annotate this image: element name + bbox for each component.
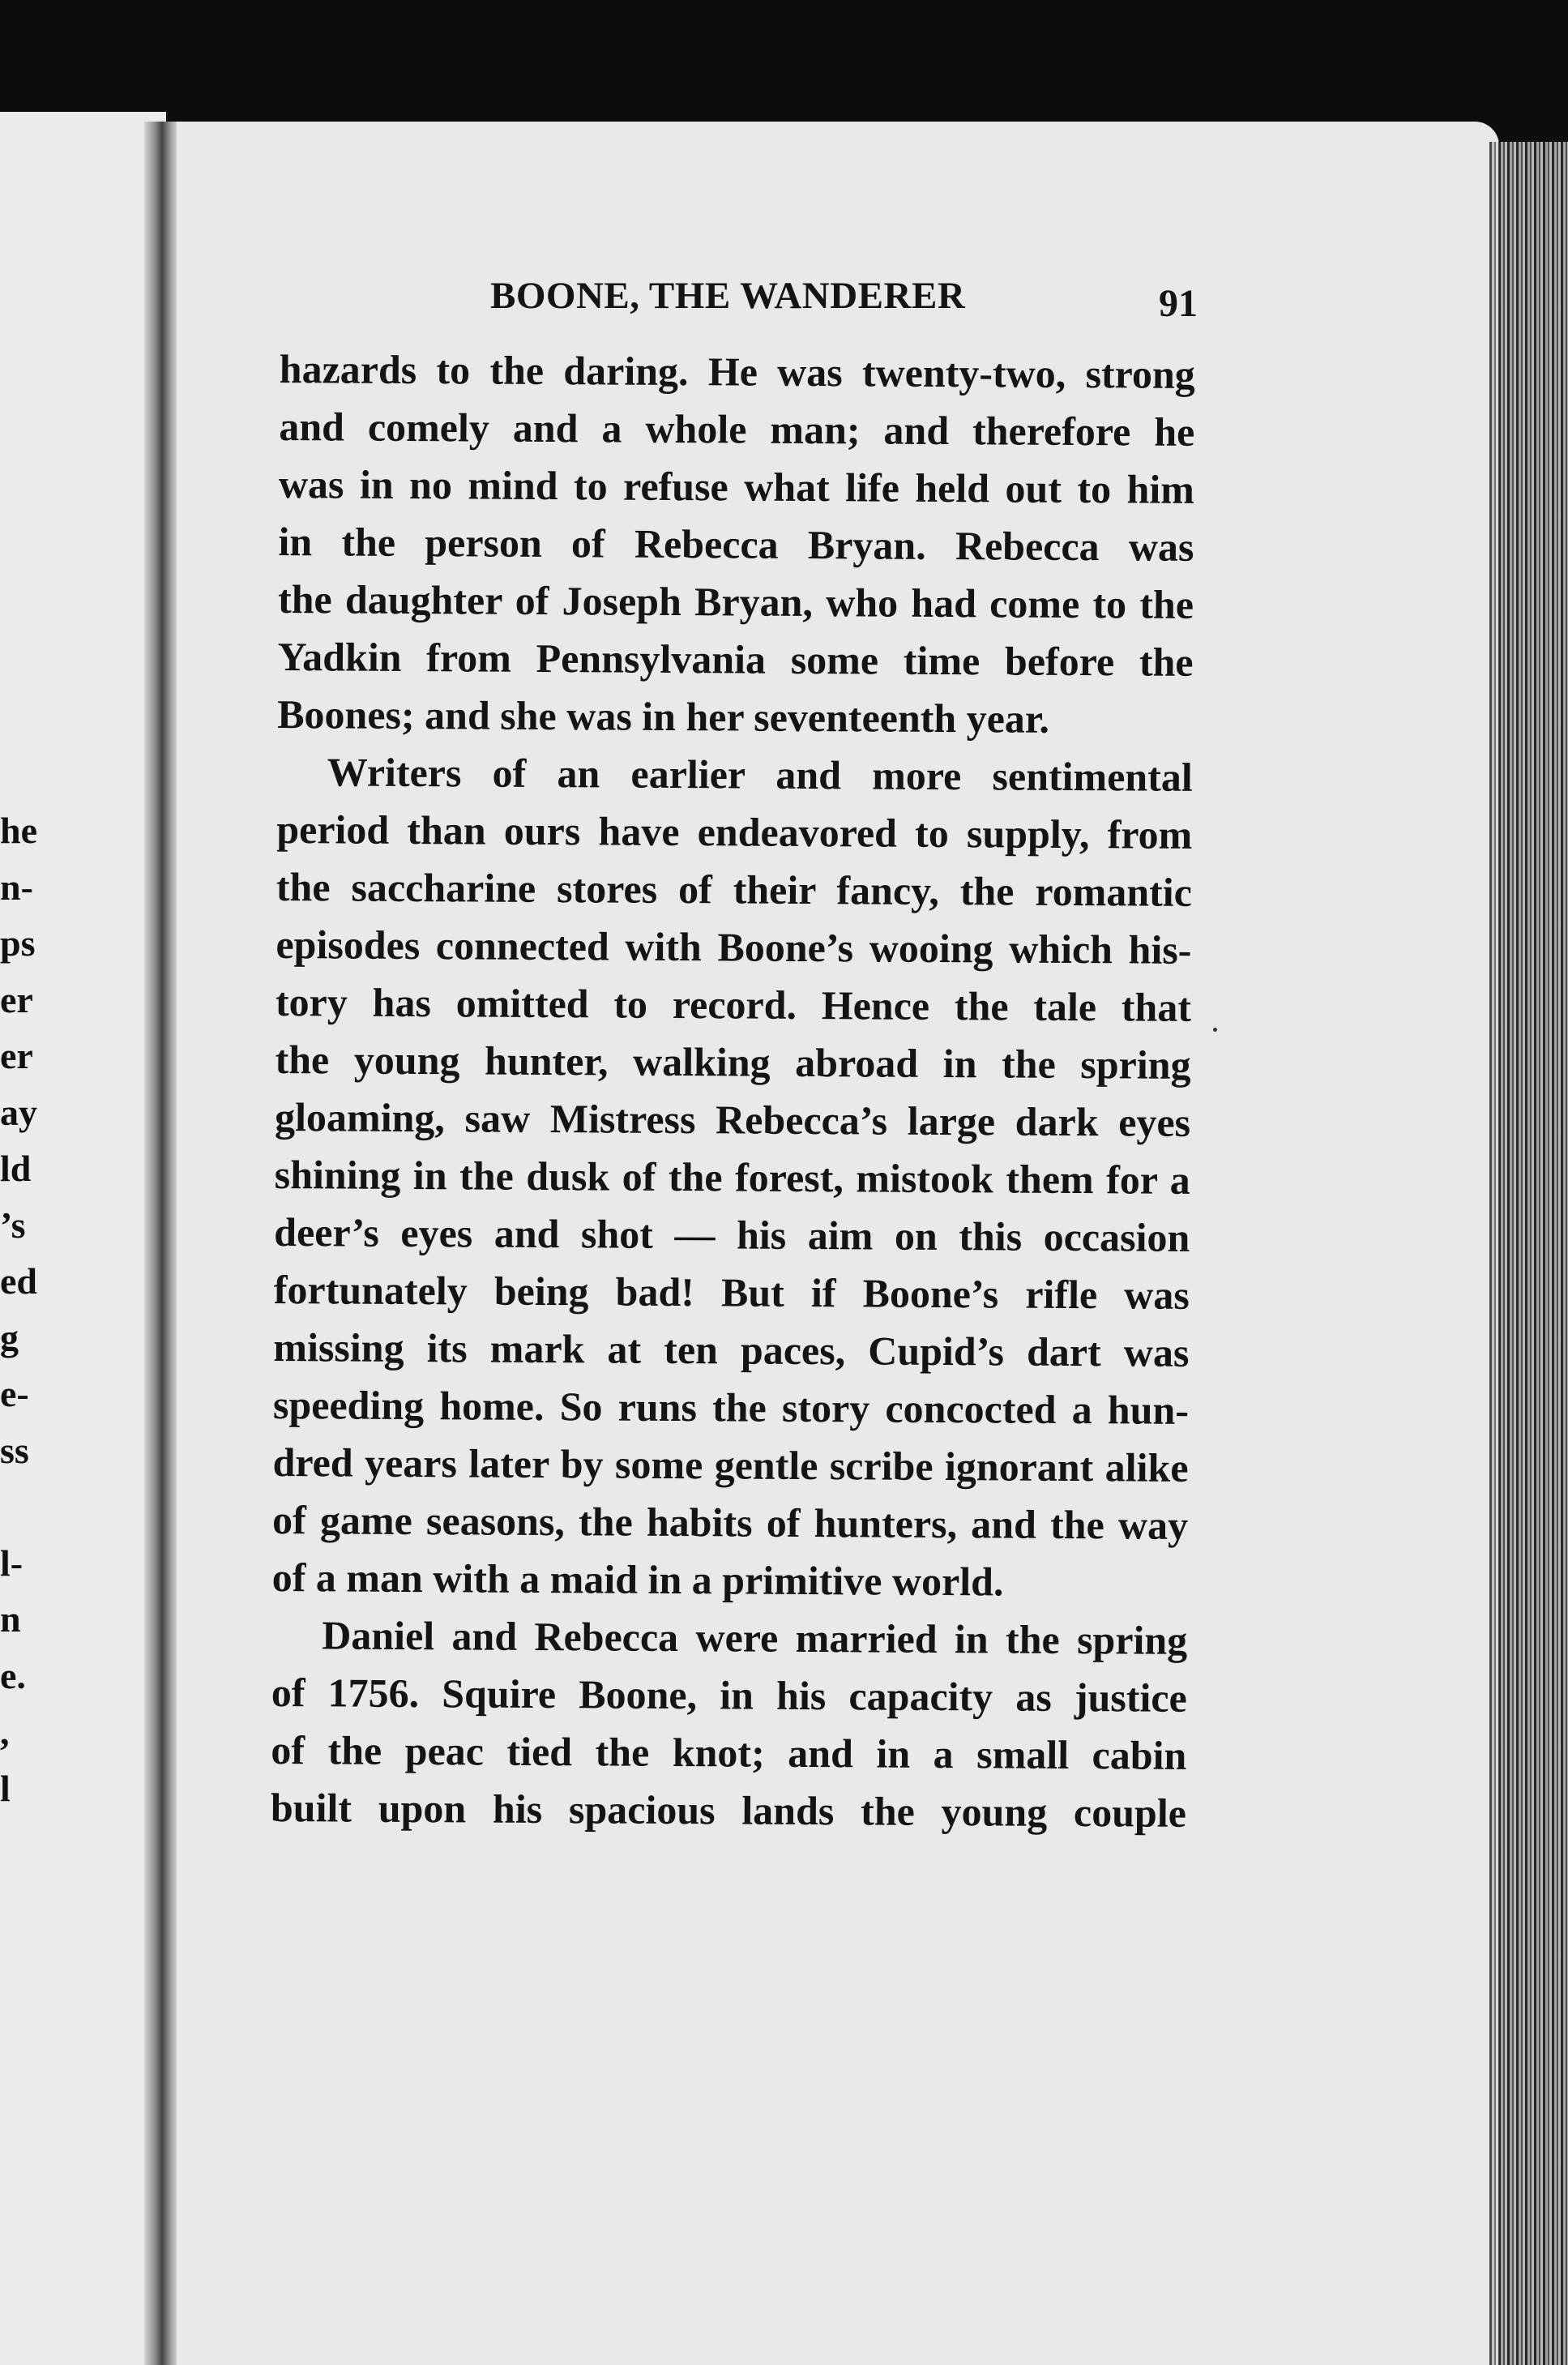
text-line: Writers of an earlier and more sentimental — [327, 749, 1193, 800]
fragment: er — [0, 978, 33, 1020]
fragment: he — [0, 810, 37, 851]
fragment: ss — [0, 1429, 29, 1471]
text-line: shining in the dusk of the forest, mistook them for a — [274, 1151, 1190, 1203]
text-line: and comely and a whole man; and therefore he — [279, 403, 1195, 455]
text-line: fortunately being bad! But if Boone’s rifle was — [273, 1266, 1190, 1318]
text-line: missing its mark at ten paces, Cupid’s dart was — [273, 1324, 1190, 1375]
book-gutter — [144, 122, 177, 2365]
text-line: hazards to the daring. He was twenty-two, strong — [279, 345, 1195, 397]
text-line: Daniel and Rebecca were married in the spring — [322, 1612, 1188, 1663]
text-line: tory has omitted to record. Hence the tale that — [275, 978, 1192, 1030]
text-line: period than ours have endeavored to supply, from — [276, 806, 1193, 857]
page-stack-edge — [1489, 142, 1568, 2365]
fragment: ay — [0, 1091, 37, 1133]
fragment: e- — [0, 1373, 29, 1414]
text-line: of 1756. Squire Boone, in his capacity as justice — [271, 1669, 1187, 1721]
fragment: ed — [0, 1260, 37, 1302]
fragment: l- — [0, 1542, 23, 1584]
text-line: the young hunter, walking abroad in the spring — [275, 1036, 1191, 1088]
text-line: of a man with a maid in a primitive world. — [271, 1554, 1004, 1605]
text-line: of the peac tied the knot; and in a small cabin — [271, 1726, 1187, 1778]
print-speck — [1213, 1028, 1217, 1032]
page-body — [271, 340, 1195, 1842]
fragment: n — [0, 1598, 21, 1640]
text-line: gloaming, saw Mistress Rebecca’s large dark eyes — [274, 1093, 1191, 1145]
fragment: g — [0, 1316, 19, 1358]
fragment — [0, 1478, 49, 1535]
text-line: Yadkin from Pennsylvania some time before the — [277, 633, 1194, 685]
text-line: episodes connected with Boone’s wooing which his- — [276, 921, 1192, 973]
paragraph — [271, 1606, 1188, 1842]
fragment: l — [0, 1767, 11, 1809]
paragraph — [271, 743, 1192, 1612]
text-line: speeding home. So runs the story concocted a hun- — [272, 1381, 1190, 1433]
text-line: the daughter of Joseph Bryan, who had come to the — [277, 575, 1194, 627]
text-line: the saccharine stores of their fancy, the romantic — [276, 863, 1193, 915]
previous-page-text-fragments — [0, 802, 49, 1816]
fragment: , — [0, 1711, 10, 1752]
text-line: deer’s eyes and shot — his aim on this occasion — [274, 1208, 1190, 1260]
text-line: built upon his spacious lands the young couple — [270, 1784, 1187, 1836]
running-title: BOONE, THE WANDERER — [490, 275, 966, 317]
text-line: was in no mind to refuse what life held out to him — [278, 460, 1195, 512]
fragment: ’s — [0, 1204, 26, 1246]
fragment: ps — [0, 922, 36, 964]
text-line: in the person of Rebecca Bryan. Rebecca was — [278, 518, 1194, 570]
fragment: n- — [0, 866, 33, 908]
fragment: e. — [0, 1654, 26, 1696]
text-line: of game seasons, the habits of hunters, and the way — [271, 1496, 1189, 1548]
fragment: er — [0, 1035, 33, 1076]
fragment: ld — [0, 1148, 32, 1189]
text-line: dred years later by some gentle scribe ignorant alike — [272, 1439, 1189, 1490]
page-number: 91 — [1159, 282, 1198, 325]
paragraph — [277, 340, 1195, 749]
text-line: Boones; and she was in her seventeenth year. — [277, 691, 1050, 742]
